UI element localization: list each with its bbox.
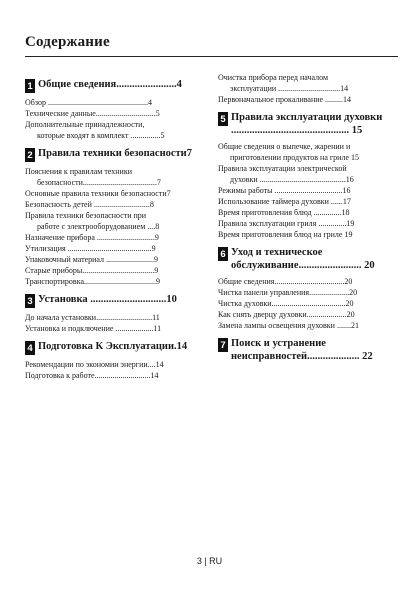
toc-entry: Основные правила техники безопасности7 <box>25 189 171 198</box>
section-number-badge: 5 <box>218 112 228 126</box>
section-title: Уход и техническое обслуживание........................ 20 <box>231 247 375 271</box>
page-title: Содержание <box>25 34 110 50</box>
section-title: Правила эксплуатации духовки ............................................. 15 <box>231 112 383 136</box>
section-number-badge: 2 <box>25 148 35 162</box>
toc-entry: Очистка прибора перед началом <box>218 73 329 82</box>
page-number: 3 | RU <box>196 556 223 566</box>
toc-entry: Обзор ..................................................4 <box>25 98 152 107</box>
toc-entry: До начала установки............................11 <box>25 313 160 322</box>
toc-entry: Подготовка к работе............................14 <box>25 371 159 380</box>
section-title: Общие сведения.......................4 <box>38 79 182 90</box>
toc-entry: Рекомендации по экономии энергии....14 <box>25 360 164 369</box>
toc-section-heading <box>218 111 398 137</box>
toc-entry: духовки ...........................................16 <box>230 175 354 184</box>
section-title: Установка .............................10 <box>38 294 177 305</box>
toc-entry: Замена лампы освещения духовки .......21 <box>218 321 359 330</box>
toc-section-heading <box>25 147 205 162</box>
toc-entry: Дополнительные принадлежности, <box>25 120 145 129</box>
toc-entry: Общие сведения о выпечке, жарении и <box>218 142 351 151</box>
toc-entry: Время приготовления блюд на гриле 19 <box>218 230 353 239</box>
toc-section-heading <box>218 246 398 272</box>
toc-entry: Упаковочный материал ........................9 <box>25 255 159 264</box>
toc-entry: работе с электрооборудованием ....8 <box>37 222 160 231</box>
toc-entry: безопасности.....................................7 <box>37 178 161 187</box>
toc-entry: эксплуатации ...............................14 <box>230 84 349 93</box>
toc-left-column <box>25 72 205 381</box>
toc-entry: Установка и подключение ...................11 <box>25 324 162 333</box>
toc-entry: Первоначальное прокаливание .........14 <box>218 95 352 104</box>
toc-entry: Старые приборы....................................9 <box>25 266 159 275</box>
toc-entry: Время приготовления блюд ..............18 <box>218 208 350 217</box>
toc-right-column <box>218 72 398 367</box>
toc-entry: Режимы работы ..................................16 <box>218 186 351 195</box>
toc-entry: Пояснения к правилам техники <box>25 167 132 176</box>
toc-entry: которые входят в комплект ...............5 <box>37 131 165 140</box>
toc-entry: Общие сведения...................................20 <box>218 277 353 286</box>
toc-entry: Чистка панели управления....................20 <box>218 288 358 297</box>
toc-entry: Как снять дверцу духовки....................20 <box>218 310 355 319</box>
toc-section-heading <box>25 293 205 308</box>
section-title: Поиск и устранение неисправностей.................... 22 <box>231 338 373 362</box>
toc-entry: Технические данные..............................5 <box>25 109 160 118</box>
section-number-badge: 6 <box>218 247 228 261</box>
toc-entry: Правила эксплуатации электрической <box>218 164 347 173</box>
section-number-badge: 7 <box>218 338 228 352</box>
toc-entry: Правила эксплуатации гриля ..............19 <box>218 219 355 228</box>
section-title: Правила техники безопасности7 <box>38 148 192 159</box>
title-rule <box>25 56 398 57</box>
toc-entry: Утилизация ..........................................9 <box>25 244 156 253</box>
toc-entry: Правила техники безопасности при <box>25 211 147 220</box>
section-number-badge: 3 <box>25 294 35 308</box>
toc-entry: Чистка духовки.....................................20 <box>218 299 354 308</box>
toc-entry: Назначение прибора .............................9 <box>25 233 159 242</box>
section-title: Подготовка К Эксплуатации.14 <box>38 341 188 352</box>
toc-section-heading <box>25 340 205 355</box>
toc-section-heading <box>218 337 398 363</box>
section-number-badge: 1 <box>25 79 35 93</box>
toc-section-heading <box>25 78 205 93</box>
toc-entry: приготовлении продуктов на гриле 15 <box>230 153 359 162</box>
toc-entry: Транспортировка....................................9 <box>25 277 161 286</box>
toc-entry: Безопасность детей ............................8 <box>25 200 154 209</box>
toc-entry: Использование таймера духовки ......17 <box>218 197 351 206</box>
section-number-badge: 4 <box>25 341 35 355</box>
